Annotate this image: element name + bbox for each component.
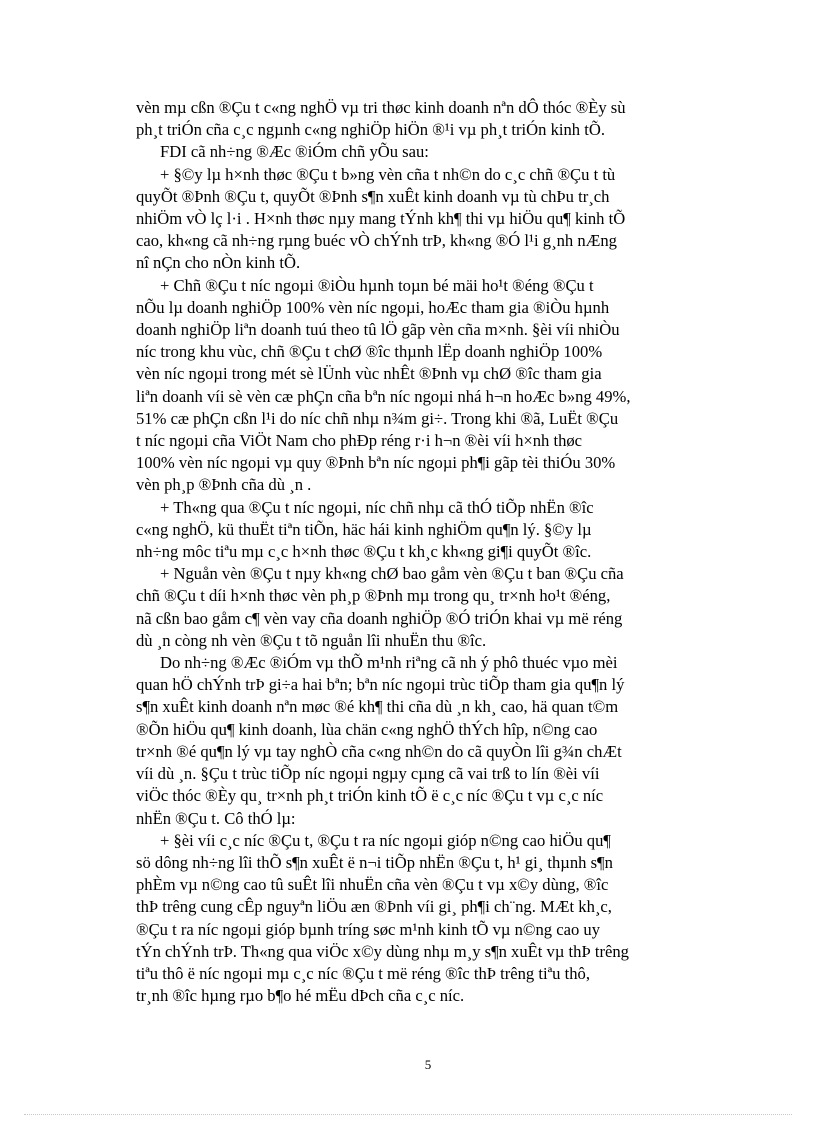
text-line: ®Õn hiÖu qu¶ kinh doanh, lùa chän c«ng nghÖ thÝch hîp, n©ng cao: [136, 719, 598, 739]
text-line: víi dù ¸n. §Çu t trùc tiÕp níc ngoµi ngµy cµng cã vai trß to lín ®èi víi: [136, 764, 600, 784]
page-number: 5: [424, 1057, 432, 1072]
text-line: FDI cã nh÷ng ®Æc ®iÓm chñ yÕu sau:: [160, 142, 429, 162]
text-line: s¶n xuÊt kinh doanh nªn møc ®é kh¶ thi cña dù ¸n kh¸ cao, hä quan t©m: [136, 697, 619, 717]
text-line: cao, kh«ng cã nh÷ng rµng buéc vÒ chÝnh trÞ, kh«ng ®Ó l¹i g¸nh nÆng: [136, 231, 617, 251]
text-line: tÝn chÝnh trÞ. Th«ng qua viÖc x©y dùng nhµ m¸y s¶n xuÊt vµ thÞ trêng: [136, 941, 629, 961]
text-line: 51% cæ phÇn cßn l¹i do níc chñ nhµ n¾m gi÷. Trong khi ®ã, LuËt ®Çu: [136, 408, 619, 428]
text-line: quan hÖ chÝnh trÞ gi÷a hai bªn; bªn níc ngoµi trùc tiÕp tham gia qu¶n lý: [136, 675, 625, 695]
text-line: tiªu thô ë níc ngoµi mµ c¸c níc ®Çu t më réng ®îc thÞ trêng tiªu thô,: [136, 963, 590, 983]
paragraph-investing-countries: [136, 830, 718, 1008]
text-line: nî nÇn cho nÒn kinh tÕ.: [136, 253, 301, 273]
text-line: níc trong khu vùc, chñ ®Çu t chØ ®îc thµnh lËp doanh nghiÖp 100%: [136, 342, 603, 362]
text-line: quyÕt ®Þnh ®Çu t, quyÕt ®Þnh s¶n xuÊt kinh doanh vµ tù chÞu tr¸ch: [136, 186, 610, 206]
text-line: ph¸t triÓn cña c¸c ngµnh c«ng nghiÖp hiÖn ®¹i vµ ph¸t triÓn kinh tÕ.: [136, 120, 605, 140]
text-line: nh÷ng môc tiªu mµ c¸c h×nh thøc ®Çu t kh¸c kh«ng gi¶i quyÕt ®îc.: [136, 542, 592, 562]
text-line: chñ ®Çu t díi h×nh thøc vèn ph¸p ®Þnh mµ trong qu¸ tr×nh ho¹t ®éng,: [136, 586, 611, 606]
text-line: nÕu lµ doanh nghiÖp 100% vèn níc ngoµi, hoÆc tham gia ®iÒu hµnh: [136, 297, 610, 317]
text-line: + §èi víi c¸c níc ®Çu t, ®Çu t ra níc ngoµi gióp n©ng cao hiÖu qu¶: [160, 830, 611, 850]
text-line: t níc ngoµi cña ViÖt Nam cho phÐp réng r·i h¬n ®èi víi h×nh thøc: [136, 431, 583, 451]
text-line: + Chñ ®Çu t níc ngoµi ®iÒu hµnh toµn bé mäi ho¹t ®éng ®Çu t: [160, 275, 594, 295]
text-line: Do nh÷ng ®Æc ®iÓm vµ thÕ m¹nh riªng cã nh ý phô thuéc vµo mèi: [160, 653, 618, 673]
text-line: c«ng nghÖ, kü thuËt tiªn tiÕn, häc hái kinh nghiÖm qu¶n lý. §©y lµ: [136, 519, 592, 539]
paragraph-private-capital: [136, 164, 718, 275]
paragraph-fdi-heading: [136, 141, 718, 163]
text-line: thÞ trêng cung cÊp nguyªn liÖu æn ®Þnh víi gi¸ ph¶i ch¨ng. MÆt kh¸c,: [136, 897, 612, 917]
document-body: [136, 97, 718, 1007]
paragraph-capital-sources: [136, 563, 718, 652]
text-line: dù ¸n còng nh vèn ®Çu t tõ nguån lîi nhuËn thu ®îc.: [136, 630, 487, 650]
text-line: viÖc thóc ®Èy qu¸ tr×nh ph¸t triÓn kinh tÕ ë c¸c níc ®Çu t vµ c¸c níc: [136, 786, 604, 806]
text-line: vèn ph¸p ®Þnh cña dù ¸n .: [136, 475, 312, 495]
text-line: ®Çu t ra níc ngoµi gióp bµnh tríng søc m¹nh kinh tÕ vµ n©ng cao uy: [136, 919, 600, 939]
text-line: nã cßn bao gåm c¶ vèn vay cña doanh nghiÖp ®Ó triÓn khai vµ më réng: [136, 608, 623, 628]
text-line: 100% vèn níc ngoµi vµ quy ®Þnh bªn níc ngoµi ph¶i gãp tèi thiÓu 30%: [136, 453, 616, 473]
text-line: vèn níc ngoµi trong mét sè lÜnh vùc nhÊt ®Þnh vµ chØ ®îc tham gia: [136, 364, 602, 384]
page-bottom-divider: [24, 1114, 792, 1115]
text-line: vèn mµ cßn ®Çu t c«ng nghÖ vµ tri thøc kinh doanh nªn dÔ thóc ®Èy sù: [136, 98, 626, 117]
text-line: + Nguån vèn ®Çu t nµy kh«ng chØ bao gåm vèn ®Çu t ban ®Çu cña: [160, 564, 624, 584]
paragraph-advantages: [136, 652, 718, 830]
text-line: tr×nh ®é qu¶n lý vµ tay nghÒ cña c«ng nh©n do cã quyÒn lîi g¾n chÆt: [136, 741, 622, 761]
paragraph-intro: [136, 97, 718, 141]
text-line: sö dông nh÷ng lîi thÕ s¶n xuÊt ë n¬i tiÕp nhËn ®Çu t, h¹ gi¸ thµnh s¶n: [136, 852, 613, 872]
text-line: liªn doanh víi sè vèn cæ phÇn cña bªn níc ngoµi nhá h¬n hoÆc b»ng 49%,: [136, 386, 631, 406]
text-line: doanh nghiÖp liªn doanh tuú theo tû lÖ gãp vèn cña m×nh. §èi víi nhiÒu: [136, 320, 620, 340]
text-line: phÈm vµ n©ng cao tû suÊt lîi nhuËn cña vèn ®Çu t vµ x©y dùng, ®îc: [136, 875, 609, 895]
text-line: tr¸nh ®îc hµng rµo b¶o hé mËu dÞch cña c¸c níc.: [136, 986, 465, 1006]
text-line: nhËn ®Çu t. Cô thÓ lµ:: [136, 808, 296, 828]
paragraph-foreign-management: [136, 275, 718, 497]
text-line: + §©y lµ h×nh thøc ®Çu t b»ng vèn cña t nh©n do c¸c chñ ®Çu t tù: [160, 164, 616, 184]
paragraph-technology-transfer: [136, 497, 718, 564]
text-line: + Th«ng qua ®Çu t níc ngoµi, níc chñ nhµ cã thÓ tiÕp nhËn ®îc: [160, 497, 594, 517]
text-line: nhiÖm vÒ lç l·i . H×nh thøc nµy mang tÝnh kh¶ thi vµ hiÖu qu¶ kinh tÕ: [136, 209, 626, 229]
